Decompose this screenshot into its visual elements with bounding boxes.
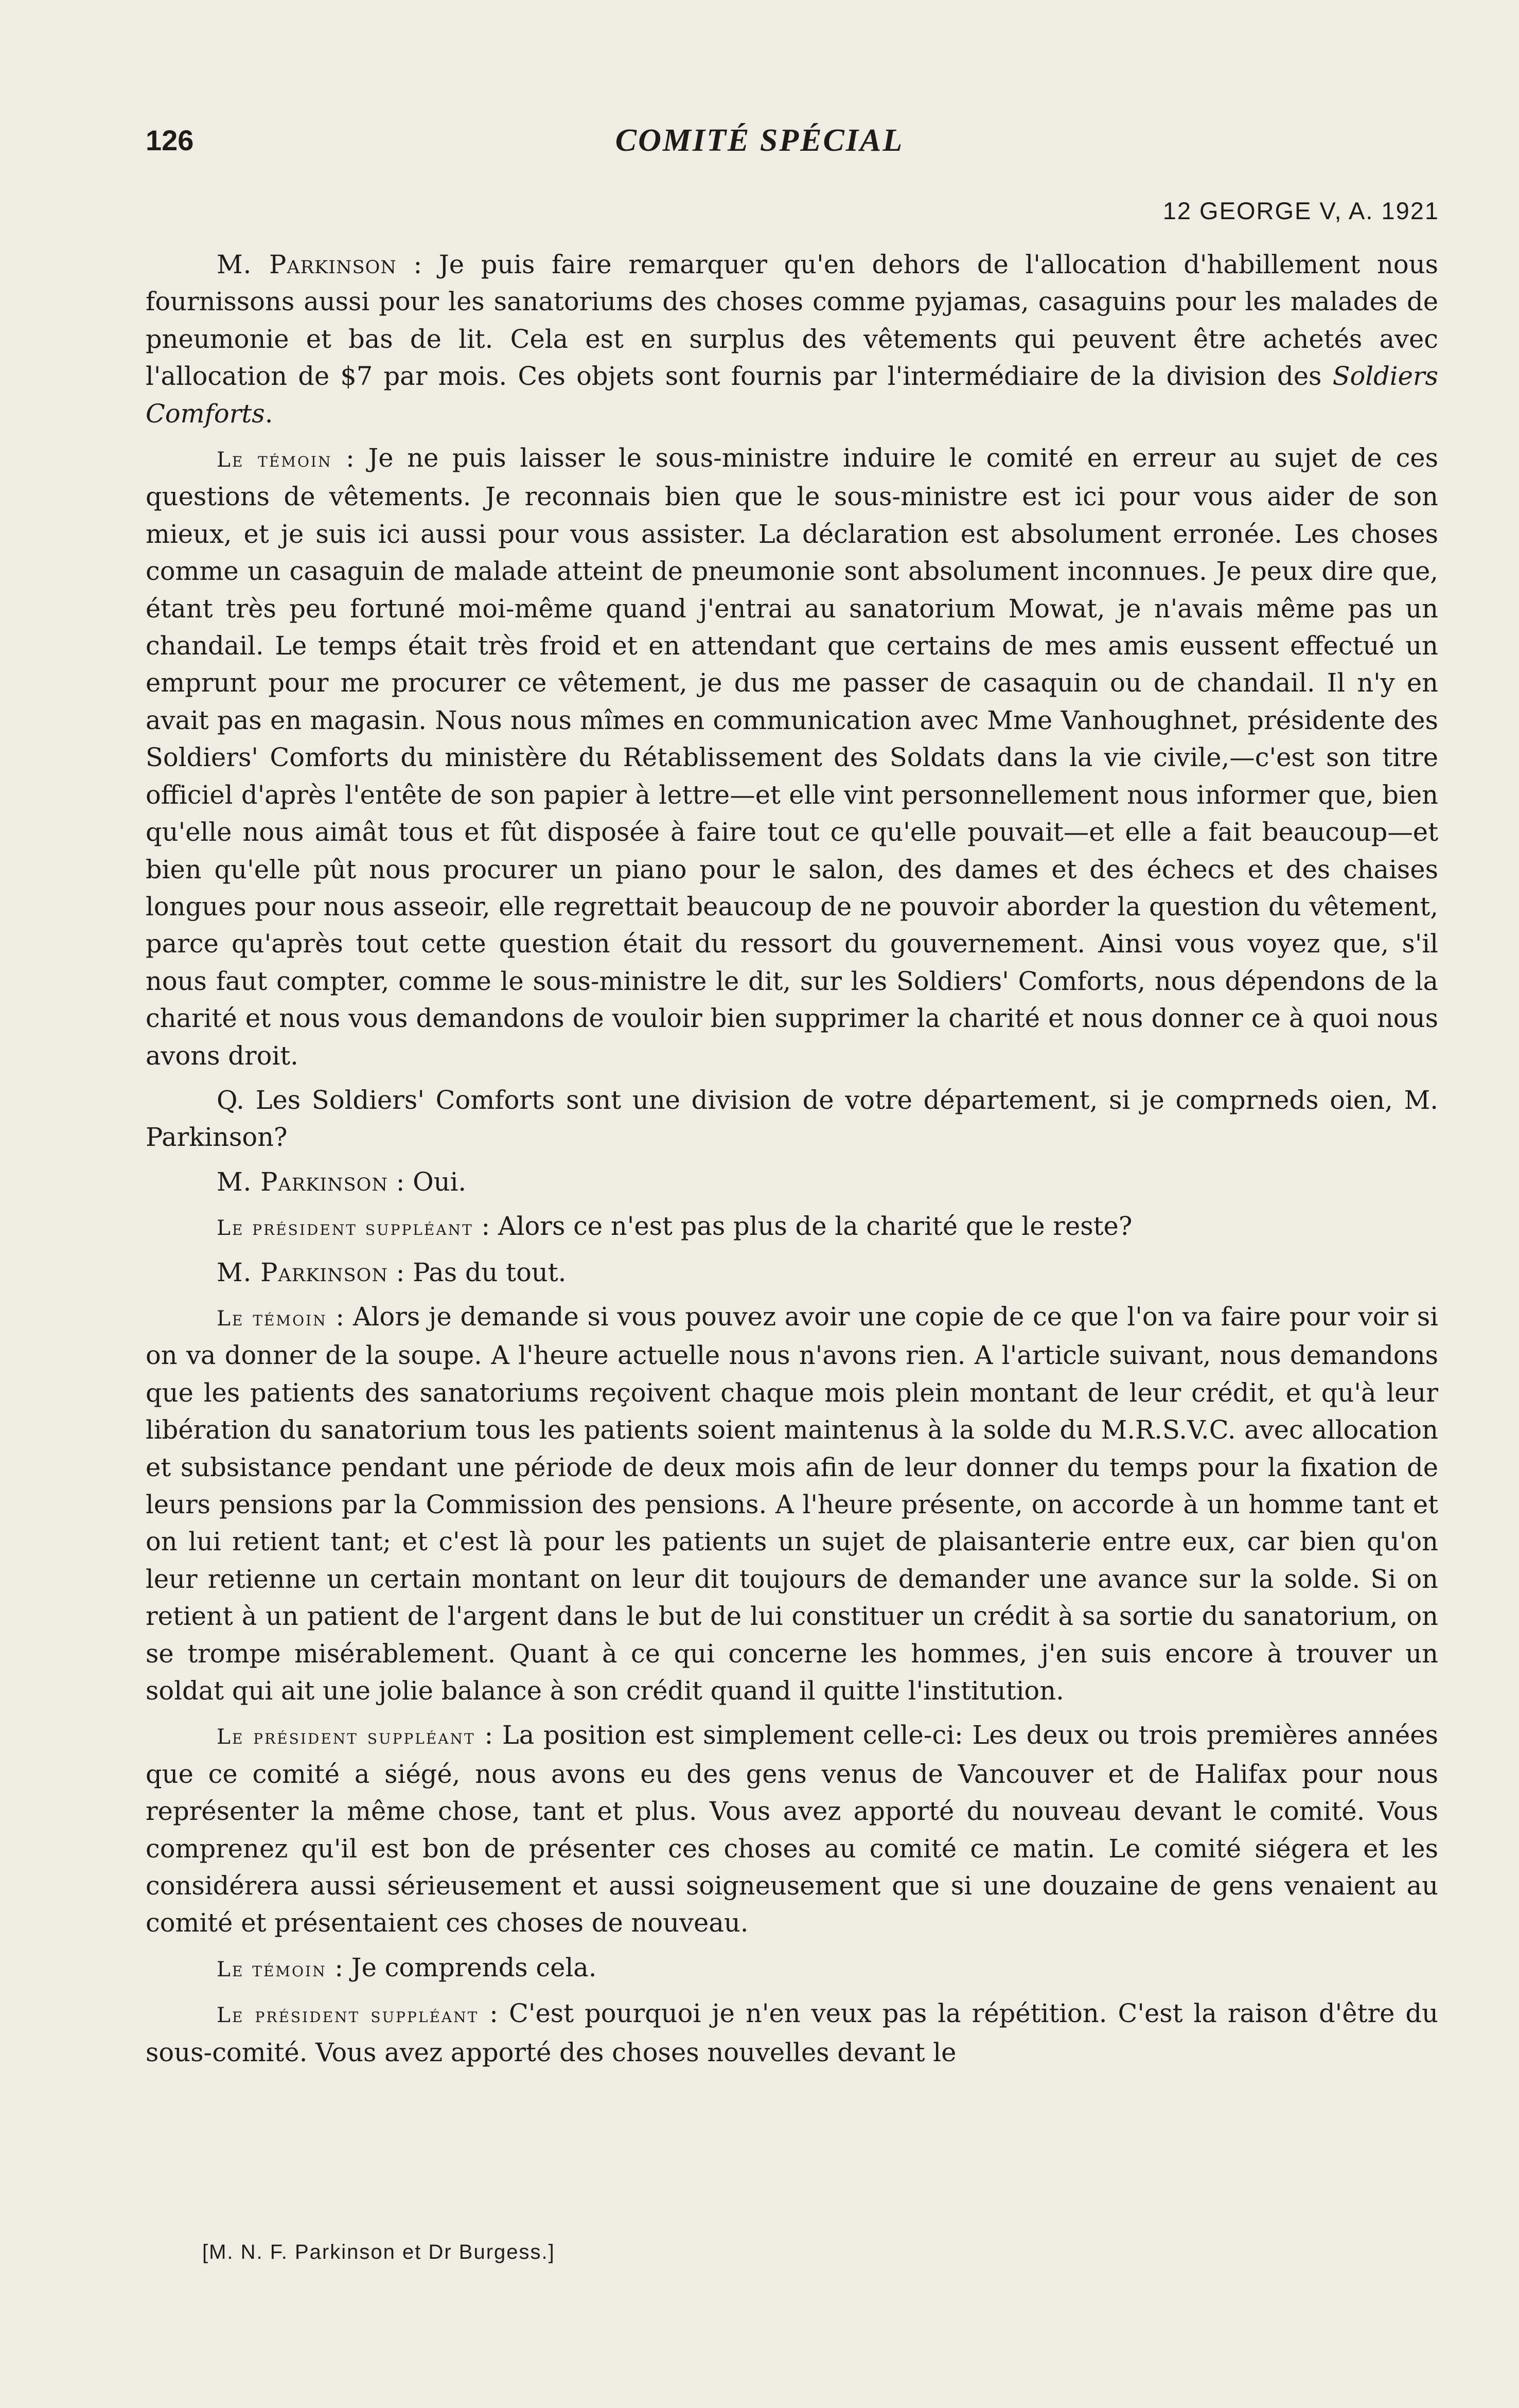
- paragraph-text: Je ne puis laisser le sous-ministre induire le comité en erreur au sujet de ces questions de vêtements. Je reconnais bien que le sous-ministre est ici pour vous aider de son mieux, et je suis ici aussi pour vous assister. La déclaration est absolument erronée. Les choses comme un casaguin de malade atteint de pneumonie sont absolument inconnues. Je peux dire que, étant très peu fortuné moi-même quand j'entrai au sanatorium Mowat, je n'avais même pas un chandail. Le temps était très froid et en attendant que certains de mes amis eussent effectué un emprunt pour me procurer ce vêtement, je dus me passer de casaquin ou de chandail. Il n'y en avait pas en magasin. Nous nous mîmes en communication avec Mme Vanhoughnet, présidente des Soldiers' Comforts du ministère du Rétablissement des Soldats dans la vie civile,—c'est son titre officiel d'après l'entête de son papier à lettre—et elle vint personnellement nous informer que, bien qu'elle nous aimât tous et fût disposée à faire tout ce qu'elle pouvait—et elle a fait beaucoup—et bien qu'elle pût nous procurer un piano pour le salon, des dames et des échecs et des chaises longues pour nous asseoir, elle regrettait beaucoup de ne pouvoir aborder la question du vêtement, parce qu'après tout cette question était du ressort du gouvernement. Ainsi vous voyez que, s'il nous faut compter, comme le sous-ministre le dit, sur les Soldiers' Comforts, nous dépendons de la charité et nous vous demandons de vouloir bien supprimer la charité et nous donner ce à quoi nous avons droit.: [146, 443, 1438, 1071]
- speaker-separator: :: [479, 1998, 509, 2029]
- emphasis-text: Soldiers Comforts: [146, 361, 1438, 429]
- speaker-separator: :: [473, 1211, 498, 1242]
- paragraph-tail: .: [264, 398, 273, 429]
- session-reference: 12 GEORGE V, A. 1921: [1162, 197, 1439, 224]
- paragraph: [146, 1082, 1438, 1156]
- paragraph: [146, 1208, 1438, 1246]
- speaker-name: Le président suppléant: [217, 1215, 473, 1241]
- paragraph-text: Alors ce n'est pas plus de la charité que le reste?: [498, 1211, 1133, 1242]
- paragraph-text: Je puis faire remarquer qu'en dehors de l'allocation d'habillement nous fournissons aussi pour les sanatoriums des choses comme pyjamas, casaguins pour les malades de pneumonie et bas de lit. Cela est en surplus des vêtements qui peuvent être achetés avec l'allocation de $7 par mois. Ces objets sont fournis par l'intermédiaire de la division des: [146, 250, 1438, 392]
- speaker-separator: [244, 1085, 256, 1115]
- speaker-separator: :: [332, 443, 368, 473]
- speaker-name: Le témoin: [217, 447, 332, 472]
- paragraph: [146, 439, 1438, 1074]
- paragraph-text: Alors je demande si vous pouvez avoir une copie de ce que l'on va faire pour voir si on va donner de la soupe. A l'heure actuelle nous n'avons rien. A l'article suivant, nous demandons que les patients des sanatoriums reçoivent chaque mois plein montant de leur crédit, et qu'à leur libération du sanatorium tous les patients soient maintenus à la solde du M.R.S.V.C. avec allocation et subsistance pendant une période de deux mois afin de leur donner du temps pour la fixation de leurs pensions par la Commission des pensions. A l'heure présente, on accorde à un homme tant et on lui retient tant; et c'est là pour les patients un sujet de plaisanterie entre eux, car bien qu'on leur retienne un certain montant on leur dit toujours de demander une avance sur la solde. Si on retient à un patient de l'argent dans le but de lui constituer un crédit à sa sortie du sanatorium, on se trompe misérablement. Quant à ce qui concerne les hommes, j'en suis encore à trouver un soldat qui ait une jolie balance à son crédit quand il quitte l'institution.: [146, 1301, 1438, 1706]
- speaker-name: Q.: [217, 1085, 244, 1115]
- paragraph-text: Les Soldiers' Comforts sont une division de votre département, si je comprneds oien, M. Parkinson?: [146, 1085, 1438, 1153]
- page-number: 126: [146, 124, 194, 156]
- speaker-separator: :: [327, 1301, 353, 1332]
- paragraph-text: La position est simplement celle-ci: Les deux ou trois premières années que ce comité a siégé, nous avons eu des gens venus de Vancouver et de Halifax pour nous représenter la même chose, tant et plus. Vous avez apporté du nouveau devant le comité. Vous comprenez qu'il est bon de présenter ces choses au comité ce matin. Le comité siégera et les considérera aussi sérieusement et aussi soigneusement que si une douzaine de gens venaient au comité et présentaient ces choses de nouveau.: [146, 1720, 1438, 1938]
- paragraph: [146, 246, 1438, 432]
- paragraph-text: Je comprends cela.: [351, 1952, 597, 1982]
- running-title: COMITÉ SPÉCIAL: [615, 123, 904, 158]
- speaker-separator: :: [326, 1952, 351, 1982]
- speaker-separator: :: [396, 250, 439, 279]
- speaker-name: Le témoin: [217, 1956, 327, 1981]
- speaker-name: Le témoin: [217, 1305, 327, 1331]
- paragraph: [146, 1163, 1438, 1200]
- paragraph: [146, 1949, 1438, 1988]
- paragraph: [146, 1298, 1438, 1709]
- speaker-separator: :: [387, 1166, 413, 1197]
- speaker-name: M. Parkinson: [217, 250, 397, 279]
- body-text: [146, 246, 1438, 2078]
- paragraph: [146, 1716, 1438, 1941]
- speaker-name: Le président suppléant: [217, 2003, 479, 2028]
- speaker-name: Le président suppléant: [217, 1724, 475, 1749]
- speaker-separator: :: [387, 1257, 413, 1287]
- footer-note: [M. N. F. Parkinson et Dr Burgess.]: [202, 2241, 555, 2263]
- speaker-separator: :: [475, 1720, 502, 1750]
- paragraph-text: Pas du tout.: [413, 1257, 567, 1287]
- speaker-name: M. Parkinson: [217, 1257, 388, 1287]
- paragraph-text: C'est pourquoi je n'en veux pas la répétition. C'est la raison d'être du sous-comité. Vous avez apporté des choses nouvelles devant le: [146, 1998, 1438, 2067]
- paragraph: [146, 1995, 1438, 2071]
- paragraph: [146, 1254, 1438, 1291]
- paragraph-text: Oui.: [413, 1166, 467, 1197]
- speaker-name: M. Parkinson: [217, 1166, 388, 1197]
